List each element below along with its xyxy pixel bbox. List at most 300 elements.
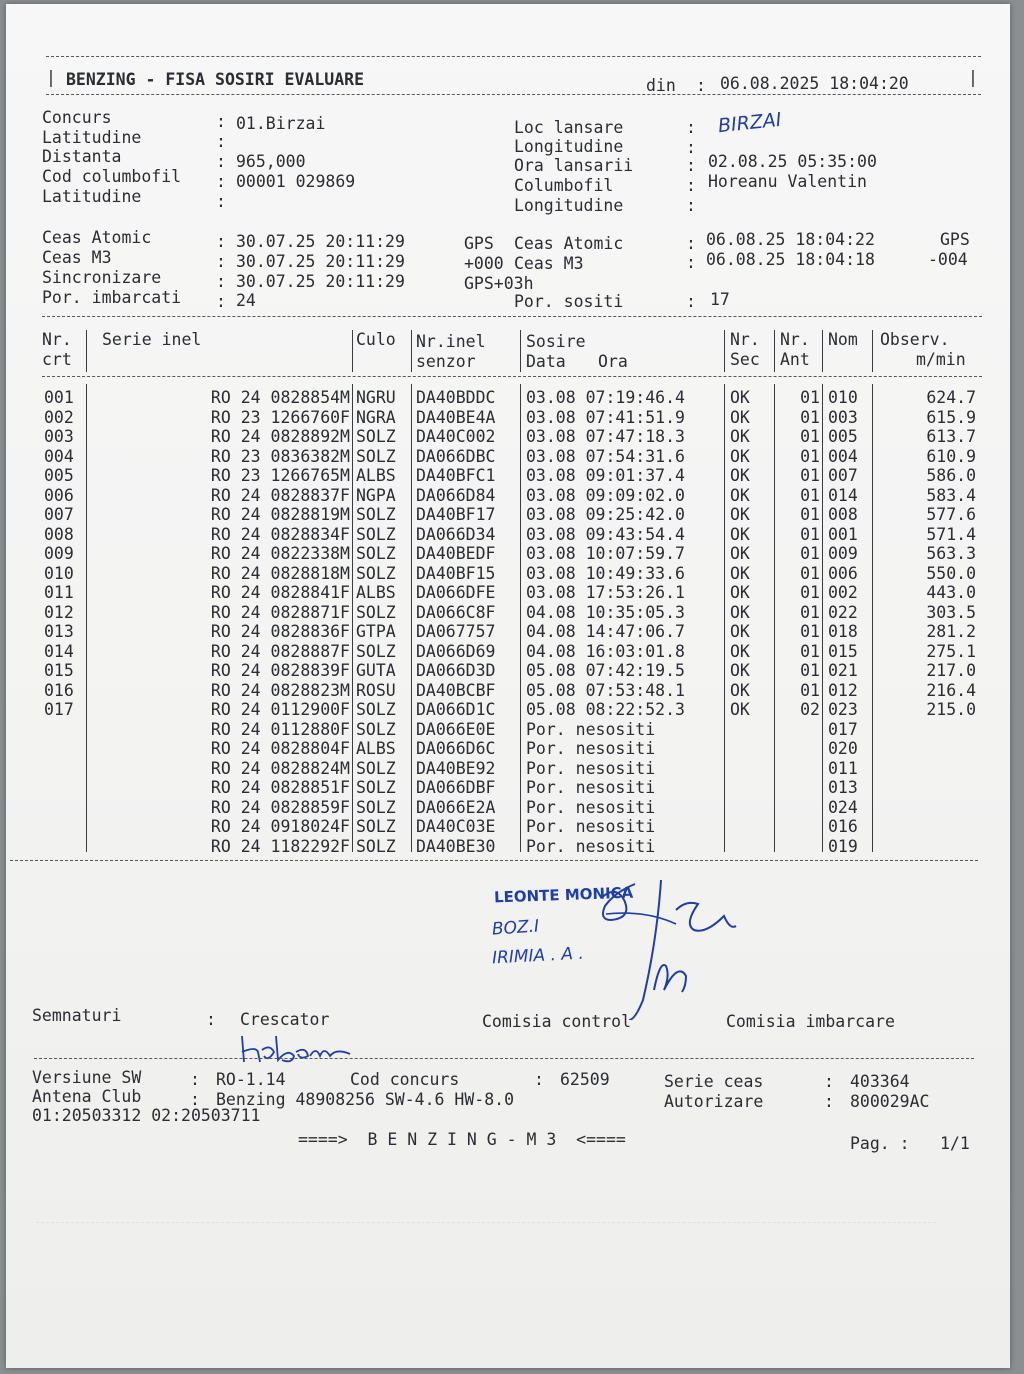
cell-nom: 001	[828, 524, 858, 544]
cell-speed: 303.5	[926, 602, 976, 622]
cell-nom: 005	[828, 427, 858, 446]
cell-speed: 613.7	[926, 427, 976, 446]
cell-sensor: DA066DBC	[416, 446, 496, 466]
clock-right-label-0: Ceas Atomic	[514, 234, 624, 253]
body-sep-2	[352, 384, 353, 852]
cell-arrival: 04.08 14:47:06.7	[526, 622, 685, 641]
cell-sec: OK	[730, 544, 750, 563]
info-right-colon-2: :	[686, 156, 696, 175]
hdr-sep-4	[520, 330, 521, 372]
cell-sensor: DA066D6C	[416, 739, 496, 758]
cell-nom: 022	[828, 602, 858, 622]
clock-right-extra-1: -004	[928, 250, 968, 269]
cell-arrival: 04.08 16:03:01.8	[526, 641, 685, 661]
cell-nr: 004	[44, 446, 74, 466]
cell-nr: 013	[44, 622, 74, 641]
cell-sensor: DA066D3D	[416, 661, 496, 680]
clock-left-value-1: 30.07.25 20:11:29	[236, 252, 405, 271]
cell-sensor: DA40C002	[416, 427, 496, 446]
cell-speed: 550.0	[926, 563, 976, 583]
col-ora: Ora	[598, 352, 628, 371]
header-right-bar: |	[968, 68, 978, 87]
cell-culo: SOLZ	[356, 641, 396, 661]
cell-arrival: Por. nesositi	[526, 758, 656, 778]
info-right-label-2: Ora lansarii	[514, 156, 634, 175]
cell-sec: OK	[730, 485, 750, 505]
cell-arrival: 03.08 10:49:33.6	[526, 563, 685, 583]
col-nom: Nom	[828, 330, 858, 349]
signature-crescator: Crescator	[240, 1010, 330, 1029]
clock-right-colon-2: :	[686, 292, 696, 311]
cell-ant: 01	[800, 485, 820, 505]
info-right-colon-4: :	[686, 196, 696, 215]
info-right-colon-0: :	[686, 118, 696, 137]
cell-nom: 024	[828, 797, 858, 817]
cell-arrival: 05.08 07:53:48.1	[526, 680, 685, 700]
cell-culo: SOLZ	[356, 427, 396, 446]
signatures-label: Semnaturi	[32, 1006, 122, 1025]
document-sheet	[6, 4, 1010, 1368]
cell-culo: NGRU	[356, 388, 396, 407]
col-ant: Ant	[780, 350, 810, 369]
cell-sensor: DA40BE30	[416, 836, 496, 856]
cell-sec: OK	[730, 622, 750, 641]
cell-sec: OK	[730, 446, 750, 466]
cell-arrival: 03.08 09:01:37.4	[526, 466, 685, 485]
cell-culo: ROSU	[356, 680, 396, 700]
cell-arrival: 03.08 07:54:31.6	[526, 446, 685, 466]
cell-sensor: DA066C8F	[416, 602, 496, 622]
cell-ring: RO 24 0828836F	[210, 622, 350, 641]
signatures-rule	[34, 1058, 974, 1059]
col-serie: Serie inel	[102, 330, 202, 349]
body-sep-6	[774, 384, 775, 852]
cell-culo: SOLZ	[356, 700, 396, 719]
col-sosire: Sosire	[526, 332, 586, 351]
clock-right-colon-1: :	[686, 253, 696, 272]
stamp-name: LEONTE MONICA	[493, 883, 634, 907]
hdr-sep-3	[411, 330, 412, 372]
footer-versiune-value: RO-1.14	[216, 1070, 286, 1089]
info-left-label-4: Latitudine	[42, 187, 142, 206]
cell-ant: 01	[800, 505, 820, 524]
bleed-through-text	[36, 1184, 986, 1264]
cell-ring: RO 23 1266765M	[210, 466, 350, 485]
cell-ring: RO 24 0828823M	[210, 680, 350, 700]
cell-ring: RO 23 1266760F	[210, 407, 350, 427]
cell-ring: RO 24 0828819M	[210, 505, 350, 524]
cell-ant: 01	[800, 524, 820, 544]
footer-page-value: 1/1	[940, 1134, 970, 1153]
cell-ring: RO 24 0828804F	[210, 739, 350, 758]
cell-ant: 01	[800, 622, 820, 641]
cell-nr: 011	[44, 583, 74, 602]
cell-sec: OK	[730, 563, 750, 583]
cell-ant: 02	[800, 700, 820, 719]
cell-ant: 01	[800, 641, 820, 661]
col-observ: Observ.	[880, 330, 950, 349]
cell-culo: SOLZ	[356, 758, 396, 778]
cell-ant: 01	[800, 563, 820, 583]
cell-sensor: DA40BDDC	[416, 388, 496, 407]
cell-arrival: Por. nesositi	[526, 739, 656, 758]
footer-cod-label: Cod concurs	[350, 1070, 460, 1089]
cell-sensor: DA066DFE	[416, 583, 496, 602]
document-title: BENZING - FISA SOSIRI EVALUARE	[66, 70, 365, 89]
print-date-label: din	[646, 76, 676, 95]
clock-left-value-0: 30.07.25 20:11:29	[236, 232, 405, 251]
cell-speed: 215.0	[926, 700, 976, 719]
col-senzor: senzor	[416, 352, 476, 371]
cell-nr: 014	[44, 641, 74, 661]
info-left-colon-0: :	[216, 112, 226, 131]
clock-left-value-2: 30.07.25 20:11:29	[236, 272, 405, 291]
col-sec: Sec	[730, 350, 760, 369]
cell-ant: 01	[800, 466, 820, 485]
cell-speed: 571.4	[926, 524, 976, 544]
cell-sensor: DA40C03E	[416, 817, 496, 836]
cell-ant: 01	[800, 602, 820, 622]
info-left-label-1: Latitudine	[42, 128, 142, 147]
cell-ring: RO 24 0828824M	[210, 758, 350, 778]
cell-ring: RO 24 0822338M	[210, 544, 350, 563]
body-sep-1	[86, 384, 87, 852]
cell-culo: SOLZ	[356, 719, 396, 739]
cell-sensor: DA40BEDF	[416, 544, 496, 563]
cell-arrival: 05.08 08:22:52.3	[526, 700, 685, 719]
cell-ant: 01	[800, 446, 820, 466]
cell-speed: 586.0	[926, 466, 976, 485]
cell-nom: 008	[828, 505, 858, 524]
cell-ant: 01	[800, 544, 820, 563]
cell-culo: NGRA	[356, 407, 396, 427]
cell-nom: 010	[828, 388, 858, 407]
cell-arrival: 03.08 09:25:42.0	[526, 505, 685, 524]
cell-nr: 015	[44, 661, 74, 680]
cell-speed: 624.7	[926, 388, 976, 407]
cell-speed: 577.6	[926, 505, 976, 524]
clock-right-colon-0: :	[686, 234, 696, 253]
cell-nom: 021	[828, 661, 858, 680]
cell-culo: SOLZ	[356, 563, 396, 583]
footer-serie-value: 403364	[850, 1072, 910, 1091]
cell-speed: 615.9	[926, 407, 976, 427]
cell-nom: 019	[828, 836, 858, 856]
col-mmin: m/min	[916, 350, 966, 369]
footer-banner: ====> B E N Z I N G - M 3 <====	[298, 1130, 626, 1149]
cell-nom: 009	[828, 544, 858, 563]
cell-nom: 011	[828, 758, 858, 778]
clock-right-value-2: 17	[710, 290, 730, 309]
cell-speed: 217.0	[926, 661, 976, 680]
cell-nom: 017	[828, 719, 858, 739]
cell-nom: 004	[828, 446, 858, 466]
cell-ant: 01	[800, 388, 820, 407]
table-header-rule	[42, 376, 982, 377]
cell-nom: 014	[828, 485, 858, 505]
cell-speed: 563.3	[926, 544, 976, 563]
cell-ant: 01	[800, 407, 820, 427]
cell-nom: 018	[828, 622, 858, 641]
clock-right-value-0: 06.08.25 18:04:22	[706, 230, 875, 249]
col-nrant: Nr.	[780, 330, 810, 349]
cell-ring: RO 24 0828841F	[210, 583, 350, 602]
clock-left-colon-0: :	[216, 232, 226, 251]
cell-ring: RO 24 0828887F	[210, 641, 350, 661]
hdr-sep-5	[724, 330, 725, 372]
cell-culo: GTPA	[356, 622, 396, 641]
signature-scribble-icon	[566, 870, 866, 1020]
cell-ring: RO 24 0828871F	[210, 602, 350, 622]
cell-sec: OK	[730, 505, 750, 524]
cell-sensor: DA40BF17	[416, 505, 496, 524]
cell-arrival: Por. nesositi	[526, 817, 656, 836]
footer-serie-colon: :	[824, 1072, 834, 1091]
body-sep-4	[520, 384, 521, 852]
hdr-sep-2	[352, 330, 353, 372]
info-right-colon-3: :	[686, 176, 696, 195]
cell-nr: 009	[44, 544, 74, 563]
hdr-sep-6	[774, 330, 775, 372]
footer-antena-label: Antena Club	[32, 1087, 142, 1106]
footer-ids: 01:20503312 02:20503711	[32, 1106, 261, 1125]
cell-sec: OK	[730, 427, 750, 446]
col-crt: crt	[42, 350, 72, 369]
clock-left-extra-1: +000	[464, 254, 504, 273]
cell-nr: 008	[44, 524, 74, 544]
cell-arrival: 05.08 07:42:19.5	[526, 661, 685, 680]
footer-versiune-label: Versiune SW	[32, 1068, 142, 1087]
cell-speed: 216.4	[926, 680, 976, 700]
cell-ring: RO 24 0828818M	[210, 563, 350, 583]
cell-sec: OK	[730, 680, 750, 700]
cell-ant: 01	[800, 427, 820, 446]
info-right-label-0: Loc lansare	[514, 118, 624, 137]
info-right-label-1: Longitudine	[514, 137, 624, 156]
cell-culo: SOLZ	[356, 836, 396, 856]
footer-versiune-colon: :	[190, 1070, 200, 1089]
hdr-sep-7	[822, 330, 823, 372]
clock-left-extra-0: GPS	[464, 234, 494, 253]
info-left-colon-3: :	[216, 172, 226, 191]
cell-ring: RO 24 0828839F	[210, 661, 350, 680]
info-left-label-3: Cod columbofil	[42, 167, 182, 186]
cell-ring: RO 24 0112880F	[210, 719, 350, 739]
cell-arrival: Por. nesositi	[526, 797, 656, 817]
footer-antena-value: Benzing 48908256 SW-4.6 HW-8.0	[216, 1090, 515, 1109]
signature-control: Comisia control	[482, 1012, 632, 1031]
col-data: Data	[526, 352, 566, 371]
signature-imbarcare: Comisia imbarcare	[726, 1012, 895, 1031]
cell-nom: 020	[828, 739, 858, 758]
cell-arrival: 03.08 09:09:02.0	[526, 485, 685, 505]
info-right-value-2: 02.08.25 05:35:00	[708, 152, 877, 171]
cell-arrival: 03.08 17:53:26.1	[526, 583, 685, 602]
info-right-label-4: Longitudine	[514, 196, 624, 215]
print-date-colon: :	[696, 76, 706, 95]
footer-page-label: Pag. :	[850, 1134, 910, 1153]
handwritten-line-2: BOZ.I	[491, 916, 540, 940]
cell-arrival: Por. nesositi	[526, 719, 656, 739]
cell-culo: ALBS	[356, 583, 396, 602]
info-right-colon-1: :	[686, 138, 696, 157]
cell-arrival: Por. nesositi	[526, 778, 656, 797]
cell-culo: SOLZ	[356, 446, 396, 466]
cell-sec: OK	[730, 388, 750, 407]
header-left-bar: |	[46, 68, 56, 87]
clock-left-value-3: 24	[236, 291, 256, 310]
cell-ring: RO 24 0828892M	[210, 427, 350, 446]
clock-left-colon-3: :	[216, 292, 226, 311]
col-culo: Culo	[356, 330, 396, 349]
clock-right-label-1: Ceas M3	[514, 254, 584, 273]
hdr-sep-1	[86, 330, 87, 372]
cell-sensor: DA066E2A	[416, 797, 496, 817]
footer-serie-label: Serie ceas	[664, 1072, 764, 1091]
cell-ring: RO 24 0828834F	[210, 524, 350, 544]
body-sep-7	[822, 384, 823, 852]
cell-nom: 016	[828, 817, 858, 836]
cell-sensor: DA066D84	[416, 485, 496, 505]
info-left-value-3: 00001 029869	[236, 172, 356, 191]
cell-sec: OK	[730, 641, 750, 661]
cell-sensor: DA066D1C	[416, 700, 496, 719]
cell-arrival: 03.08 07:41:51.9	[526, 407, 685, 427]
cell-sec: OK	[730, 407, 750, 427]
clock-right-extra-0: GPS	[940, 230, 970, 249]
clock-left-extra-2: GPS+03h	[464, 274, 534, 293]
info-left-label-0: Concurs	[42, 108, 112, 127]
cell-nom: 006	[828, 563, 858, 583]
cell-speed: 281.2	[926, 622, 976, 641]
table-bottom-rule	[10, 860, 978, 861]
cell-nr: 001	[44, 388, 74, 407]
cell-nr: 010	[44, 563, 74, 583]
handwritten-line-3: IRIMIA . A .	[491, 943, 585, 969]
cell-ring: RO 24 1182292F	[210, 836, 350, 856]
cell-sec: OK	[730, 466, 750, 485]
clock-left-label-0: Ceas Atomic	[42, 228, 152, 247]
cell-nr: 003	[44, 427, 74, 446]
cell-nr: 007	[44, 505, 74, 524]
footer-autorizare-colon: :	[824, 1092, 834, 1111]
body-sep-8	[872, 384, 873, 852]
info-left-colon-2: :	[216, 152, 226, 171]
clock-left-colon-2: :	[216, 272, 226, 291]
cell-culo: SOLZ	[356, 602, 396, 622]
cell-sensor: DA40BCBF	[416, 680, 496, 700]
header-bottom-rule	[46, 94, 981, 95]
cell-culo: SOLZ	[356, 524, 396, 544]
clock-right-label-2: Por. sositi	[514, 292, 624, 311]
info-right-label-3: Columbofil	[514, 176, 614, 195]
cell-culo: SOLZ	[356, 817, 396, 836]
cell-sensor: DA40BE4A	[416, 407, 496, 427]
info-left-value-2: 965,000	[236, 152, 306, 171]
col-nrinel: Nr.inel	[416, 332, 486, 351]
cell-arrival: 03.08 07:19:46.4	[526, 388, 685, 407]
clock-left-label-1: Ceas M3	[42, 248, 112, 267]
cell-ant: 01	[800, 680, 820, 700]
cell-sec: OK	[730, 524, 750, 544]
cell-sec: OK	[730, 700, 750, 719]
body-sep-3	[411, 384, 412, 852]
cell-sensor: DA40BE92	[416, 758, 496, 778]
cell-sensor: DA066D69	[416, 641, 496, 661]
cell-culo: ALBS	[356, 739, 396, 758]
print-date-value: 06.08.2025 18:04:20	[720, 74, 909, 93]
breeder-signature-icon	[238, 1030, 358, 1070]
clock-right-value-1: 06.08.25 18:04:18	[706, 250, 875, 269]
cell-culo: GUTA	[356, 661, 396, 680]
cell-nom: 003	[828, 407, 858, 427]
cell-nom: 002	[828, 583, 858, 602]
cell-sec: OK	[730, 661, 750, 680]
cell-nr: 012	[44, 602, 74, 622]
clock-left-colon-1: :	[216, 252, 226, 271]
cell-speed: 610.9	[926, 446, 976, 466]
cell-sensor: DA066D34	[416, 524, 496, 544]
cell-ring: RO 24 0112900F	[210, 700, 350, 719]
cell-culo: SOLZ	[356, 544, 396, 563]
table-top-rule	[42, 316, 982, 317]
cell-ant: 01	[800, 661, 820, 680]
col-nrsec: Nr.	[730, 330, 760, 349]
cell-sensor: DA40BFC1	[416, 466, 496, 485]
info-right-value-0: BIRZAI	[717, 108, 783, 138]
body-sep-5	[724, 384, 725, 852]
cell-speed: 583.4	[926, 485, 976, 505]
footer-cod-colon: :	[534, 1070, 544, 1089]
cell-ring: RO 24 0828854M	[210, 388, 350, 407]
info-left-colon-1: :	[216, 132, 226, 151]
hdr-sep-8	[872, 330, 873, 372]
cell-sec: OK	[730, 602, 750, 622]
cell-nr: 006	[44, 485, 74, 505]
cell-culo: NGPA	[356, 485, 396, 505]
cell-nom: 013	[828, 778, 858, 797]
header-top-rule	[46, 56, 981, 57]
footer-autorizare-value: 800029AC	[850, 1092, 930, 1111]
cell-sensor: DA066E0E	[416, 719, 496, 739]
cell-nr: 017	[44, 700, 74, 719]
cell-culo: SOLZ	[356, 778, 396, 797]
cell-speed: 275.1	[926, 641, 976, 661]
cell-sec: OK	[730, 583, 750, 602]
clock-left-label-2: Sincronizare	[42, 268, 162, 287]
cell-ring: RO 23 0836382M	[210, 446, 350, 466]
cell-ring: RO 24 0918024F	[210, 817, 350, 836]
cell-nr: 005	[44, 466, 74, 485]
cell-sensor: DA067757	[416, 622, 496, 641]
cell-culo: SOLZ	[356, 505, 396, 524]
cell-nom: 023	[828, 700, 858, 719]
cell-speed: 443.0	[926, 583, 976, 602]
cell-arrival: 03.08 07:47:18.3	[526, 427, 685, 446]
cell-ring: RO 24 0828837F	[210, 485, 350, 505]
cell-nr: 002	[44, 407, 74, 427]
cell-sensor: DA40BF15	[416, 563, 496, 583]
cell-arrival: Por. nesositi	[526, 836, 656, 856]
cell-ring: RO 24 0828859F	[210, 797, 350, 817]
info-left-label-2: Distanta	[42, 147, 122, 166]
cell-culo: ALBS	[356, 466, 396, 485]
cell-ant: 01	[800, 583, 820, 602]
footer-antena-colon: :	[190, 1090, 200, 1109]
cell-ring: RO 24 0828851F	[210, 778, 350, 797]
footer-cod-value: 62509	[560, 1070, 610, 1089]
cell-nom: 007	[828, 466, 858, 485]
